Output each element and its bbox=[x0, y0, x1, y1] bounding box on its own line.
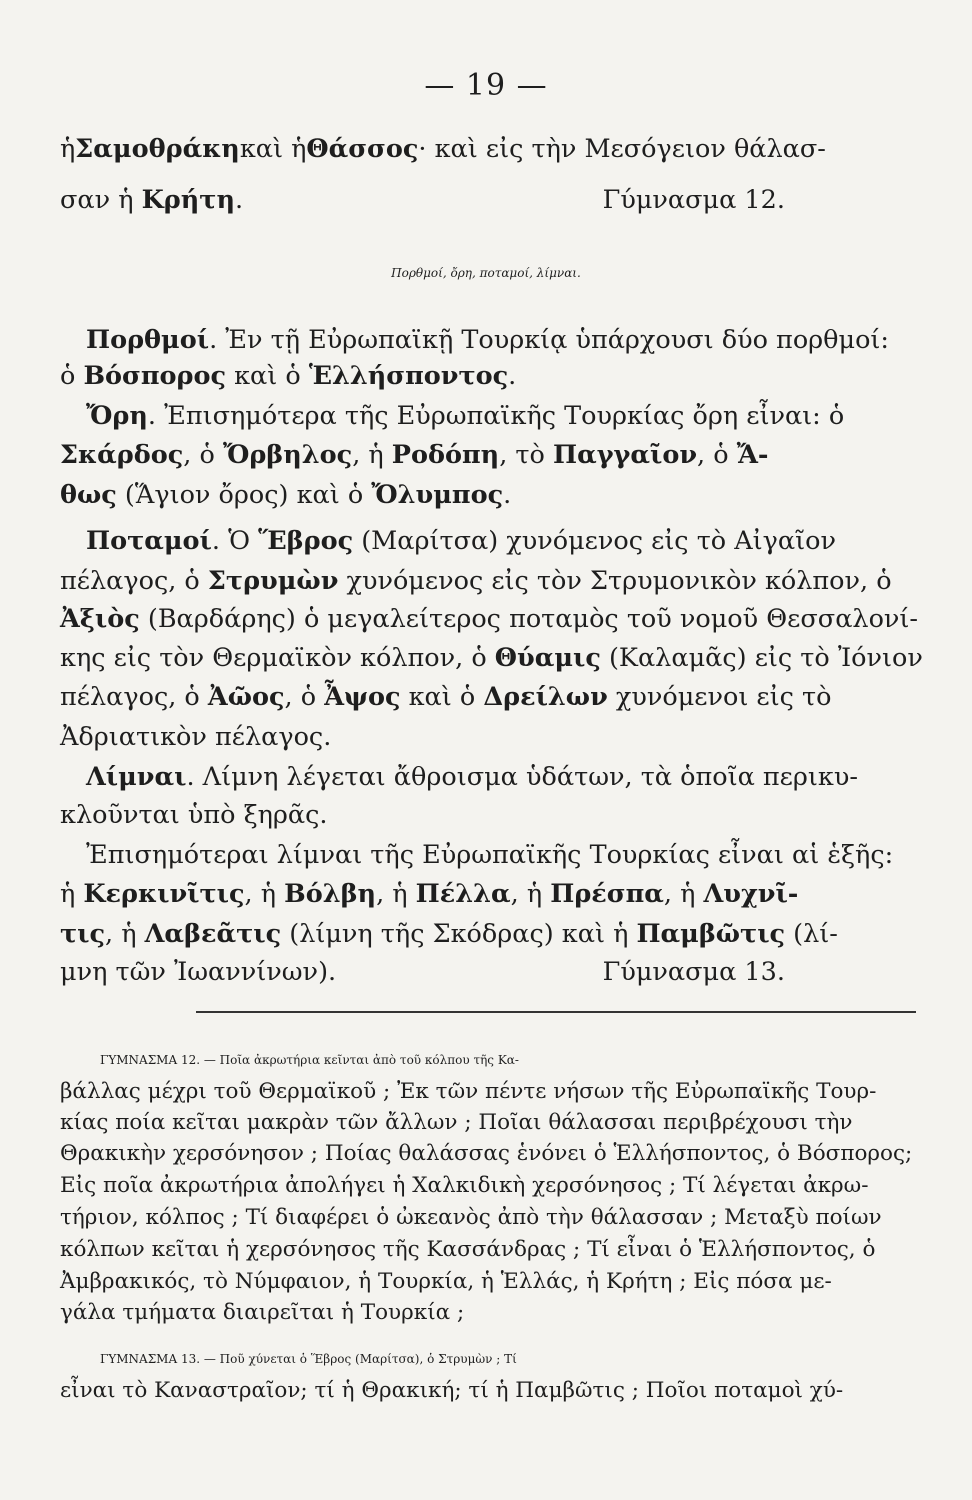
section-heading: Πορθμοί, ὄρη, ποταμοί, λίμναι. bbox=[391, 266, 581, 280]
island-thasos: Θάσσος bbox=[306, 134, 419, 164]
text-line-11: κης εἰς τὸν Θερμαϊκὸν κόλπον, ὁ Θύαμις (Καλαμᾶς) εἰς τὸ Ἰόνιον bbox=[60, 643, 923, 673]
exercise-line: Εἰς ποῖα ἀκρωτήρια ἀπολήγει ἡ Χαλκιδικὴ χερσόνησος ; Τί λέγεται ἀκρω- bbox=[60, 1173, 869, 1198]
subheading-straits: Πορθμοί bbox=[86, 325, 210, 355]
section-divider bbox=[196, 1011, 916, 1013]
text-line-16: Ἐπισημότεραι λίμναι τῆς Εὐρωπαϊκῆς Τουρκίας εἶναι αἱ ἑξῆς: bbox=[86, 840, 894, 870]
text-line-15: κλοῦνται ὑπὸ ξηρᾶς. bbox=[60, 800, 328, 830]
text-line-13: Ἀδριατικὸν πέλαγος. bbox=[60, 722, 332, 752]
subheading-lakes: Λίμναι bbox=[86, 762, 187, 792]
exercise-line: ΓΥΜΝΑΣΜΑ 13. — Ποῦ χύνεται ὁ Ἕβρος (Μαρίτσα), ὁ Στρυμὼν ; Τί bbox=[100, 1352, 517, 1366]
text-line-6: Σκάρδος, ὁ Ὄρβηλος, ἡ Ροδόπη, τὸ Παγγαῖον, ὁ Ἄ- bbox=[60, 440, 769, 470]
exercise-line: τήριον, κόλπος ; Τί διαφέρει ὁ ὠκεανὸς ἀπὸ τὴν θάλασσαν ; Μεταξὺ ποίων bbox=[60, 1205, 882, 1230]
text-line-10: Ἀξιὸς (Βαρδάρης) ὁ μεγαλείτερος ποταμὸς τοῦ νομοῦ Θεσσαλονί- bbox=[60, 604, 919, 634]
text-line-1 bbox=[60, 131, 915, 167]
exercise-line: κόλπων κεῖται ἡ χερσόνησος τῆς Κασσάνδρας ; Τί εἶναι ὁ Ἑλλήσποντος, ὁ bbox=[60, 1237, 876, 1262]
text-line-17: ἡ Κερκινῖτις, ἡ Βόλβη, ἡ Πέλλα, ἡ Πρέσπα, ἡ Λυχνῖ- bbox=[60, 879, 799, 909]
exercise-line: βάλλας μέχρι τοῦ Θερμαϊκοῦ ; Ἐκ τῶν πέντε νήσων τῆς Εὐρωπαϊκῆς Τουρ- bbox=[60, 1079, 877, 1104]
exercise-reference: Γύμνασμα 12. bbox=[602, 185, 785, 215]
exercise-line: εἶναι τὸ Καναστραῖον; τί ἡ Θρακική; τί ἡ Παμβῶτις ; Ποῖοι ποταμοὶ χύ- bbox=[60, 1378, 844, 1403]
text-line-14: Λίμναι. Λίμνη λέγεται ἄθροισμα ὑδάτων, τὰ ὁποῖα περικυ- bbox=[86, 762, 858, 792]
text-line-8: Ποταμοί. Ὁ Ἕβρος (Μαρίτσα) χυνόμενος εἰς τὸ Αἰγαῖον bbox=[86, 526, 836, 556]
text-line-7: θως (Ἅγιον ὄρος) καὶ ὁ Ὄλυμπος. bbox=[60, 480, 512, 510]
island-crete: Κρήτη bbox=[141, 185, 235, 215]
text-line-2: σαν ἡ Κρήτη. Γύμνασμα 12. bbox=[60, 182, 915, 218]
text-line-5: Ὄρη. Ἐπισημότερα τῆς Εὐρωπαϊκῆς Τουρκίας ὄρη εἶναι: ὁ bbox=[86, 401, 845, 431]
text-line-4: ὁ Βόσπορος καὶ ὁ Ἑλλήσποντος. bbox=[60, 361, 517, 391]
page-number: — 19 — bbox=[424, 68, 548, 103]
exercise-line: γάλα τμήματα διαιρεῖται ἡ Τουρκία ; bbox=[60, 1300, 465, 1325]
text-line-3: Πορθμοί. Ἐν τῇ Εὐρωπαϊκῇ Τουρκίᾳ ὑπάρχουσι δύο πορθμοί: bbox=[86, 325, 890, 355]
line-segment: ἡΣαμοθράκηκαὶ ἡΘάσσος· καὶ εἰς τὴν Μεσόγειον θάλασ- bbox=[60, 134, 826, 164]
text-line-9: πέλαγος, ὁ Στρυμὼν χυνόμενος εἰς τὸν Στρυμονικὸν κόλπον, ὁ bbox=[60, 566, 892, 596]
exercise-line: Θρακικὴν χερσόνησον ; Ποίας θαλάσσας ἑνόνει ὁ Ἑλλήσποντος, ὁ Βόσπορος; bbox=[60, 1141, 913, 1166]
island-samothrace: Σαμοθράκη bbox=[75, 134, 240, 164]
exercise-reference: Γύμνασμα 13. bbox=[602, 957, 785, 987]
exercise-line: κίας ποία κεῖται μακρὰν τῶν ἄλλων ; Ποῖαι θάλασσαι περιβρέχουσι τὴν bbox=[60, 1110, 853, 1135]
exercise-line: ΓΥΜΝΑΣΜΑ 12. — Ποῖα ἀκρωτήρια κεῖνται ἀπὸ τοῦ κόλπου τῆς Κα- bbox=[100, 1053, 519, 1067]
text-line-18: τις, ἡ Λαβεᾶτις (λίμνη τῆς Σκόδρας) καὶ ἡ Παμβῶτις (λί- bbox=[60, 919, 838, 949]
text-line-12: πέλαγος, ὁ Ἀῶος, ὁ Ἆψος καὶ ὁ Δρείλων χυνόμενοι εἰς τὸ bbox=[60, 682, 832, 712]
text-line-19: μνη τῶν Ἰωαννίνων). Γύμνασμα 13. bbox=[60, 954, 915, 990]
subheading-mountains: Ὄρη bbox=[86, 401, 148, 431]
exercise-line: Ἀμβρακικός, τὸ Νύμφαιον, ἡ Τουρκία, ἡ Ἑλλάς, ἡ Κρήτη ; Εἰς πόσα με- bbox=[60, 1269, 832, 1294]
subheading-rivers: Ποταμοί bbox=[86, 526, 212, 556]
